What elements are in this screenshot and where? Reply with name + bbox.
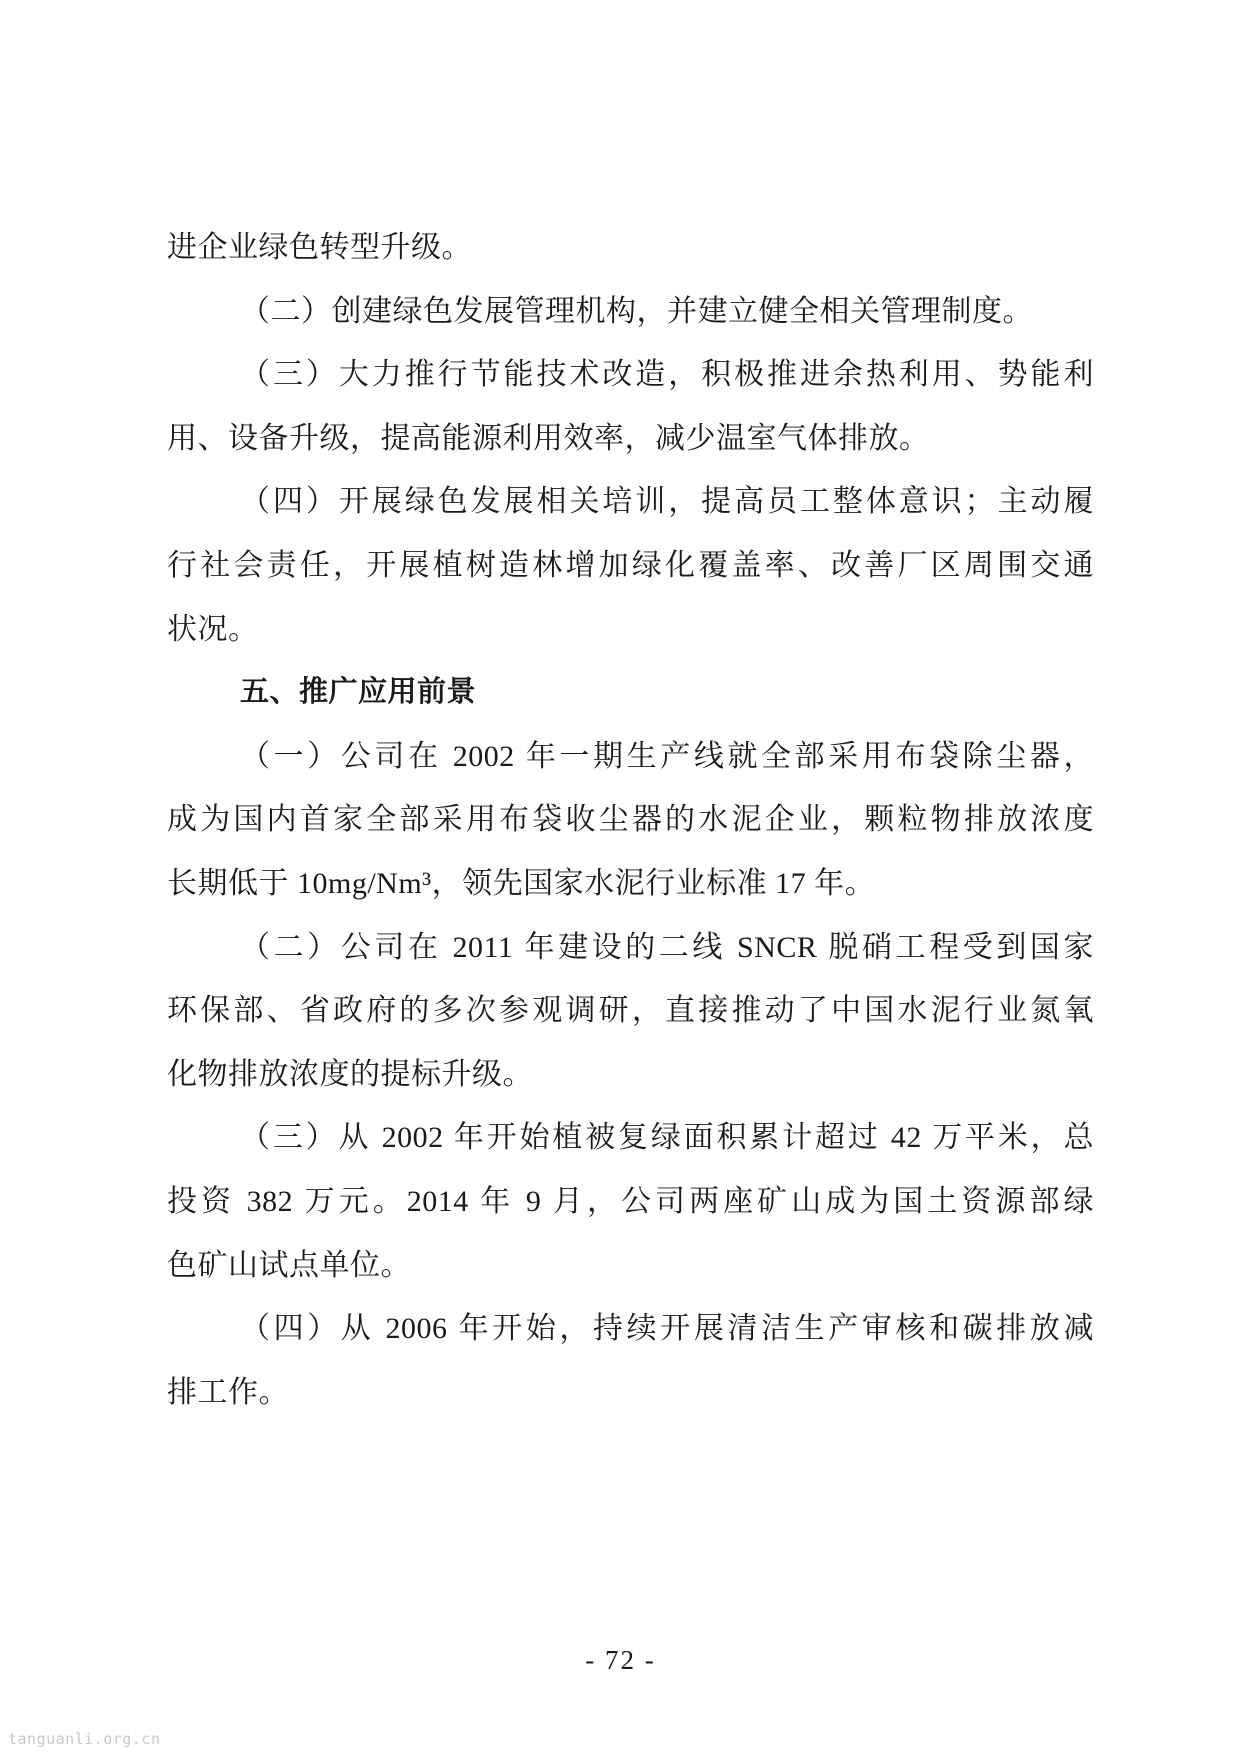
paragraph-line: （三）大力推行节能技术改造，积极推进余热利用、势能利 [240,358,1094,392]
paragraph-line: 状况。 [167,612,259,646]
paragraph-line: 用、设备升级，提高能源利用效率，减少温室气体排放。 [167,421,930,455]
paragraph-line: 环保部、省政府的多次参观调研，直接推动了中国水泥行业氮氧 [167,994,1094,1028]
paragraph-line: 长期低于 10mg/Nm³，领先国家水泥行业标准 17 年。 [167,866,876,900]
paragraph-line: （四）开展绿色发展相关培训，提高员工整体意识；主动履 [240,485,1094,519]
paragraph-line: （一）公司在 2002 年一期生产线就全部采用布袋除尘器， [240,739,1094,773]
paragraph-line: （四）从 2006 年开始，持续开展清洁生产审核和碳排放减 [240,1312,1094,1346]
paragraph-line: 进企业绿色转型升级。 [167,231,472,264]
watermark-text: tanguanli.org.cn [8,1730,161,1748]
paragraph-line: 行社会责任，开展植树造林增加绿化覆盖率、改善厂区周围交通 [167,548,1094,582]
paragraph-line: （二）创建绿色发展管理机构，并建立健全相关管理制度。 [240,294,1033,328]
paragraph-line: （三）从 2002 年开始植被复绿面积累计超过 42 万平米，总 [240,1121,1094,1155]
section-heading: 五、推广应用前景 [240,676,477,709]
paragraph-line: 投资 382 万元。2014 年 9 月，公司两座矿山成为国土资源部绿 [167,1184,1094,1218]
paragraph-line: 色矿山试点单位。 [167,1248,411,1282]
page-number: - 72 - [585,1645,656,1675]
document-body [167,216,1094,1424]
paragraph-line: 化物排放浓度的提标升级。 [167,1057,533,1091]
paragraph-line: （二）公司在 2011 年建设的二线 SNCR 脱硝工程受到国家 [240,930,1094,964]
paragraph-line: 成为国内首家全部采用布袋收尘器的水泥企业，颗粒物排放浓度 [167,803,1094,837]
paragraph-line: 排工作。 [167,1375,289,1409]
